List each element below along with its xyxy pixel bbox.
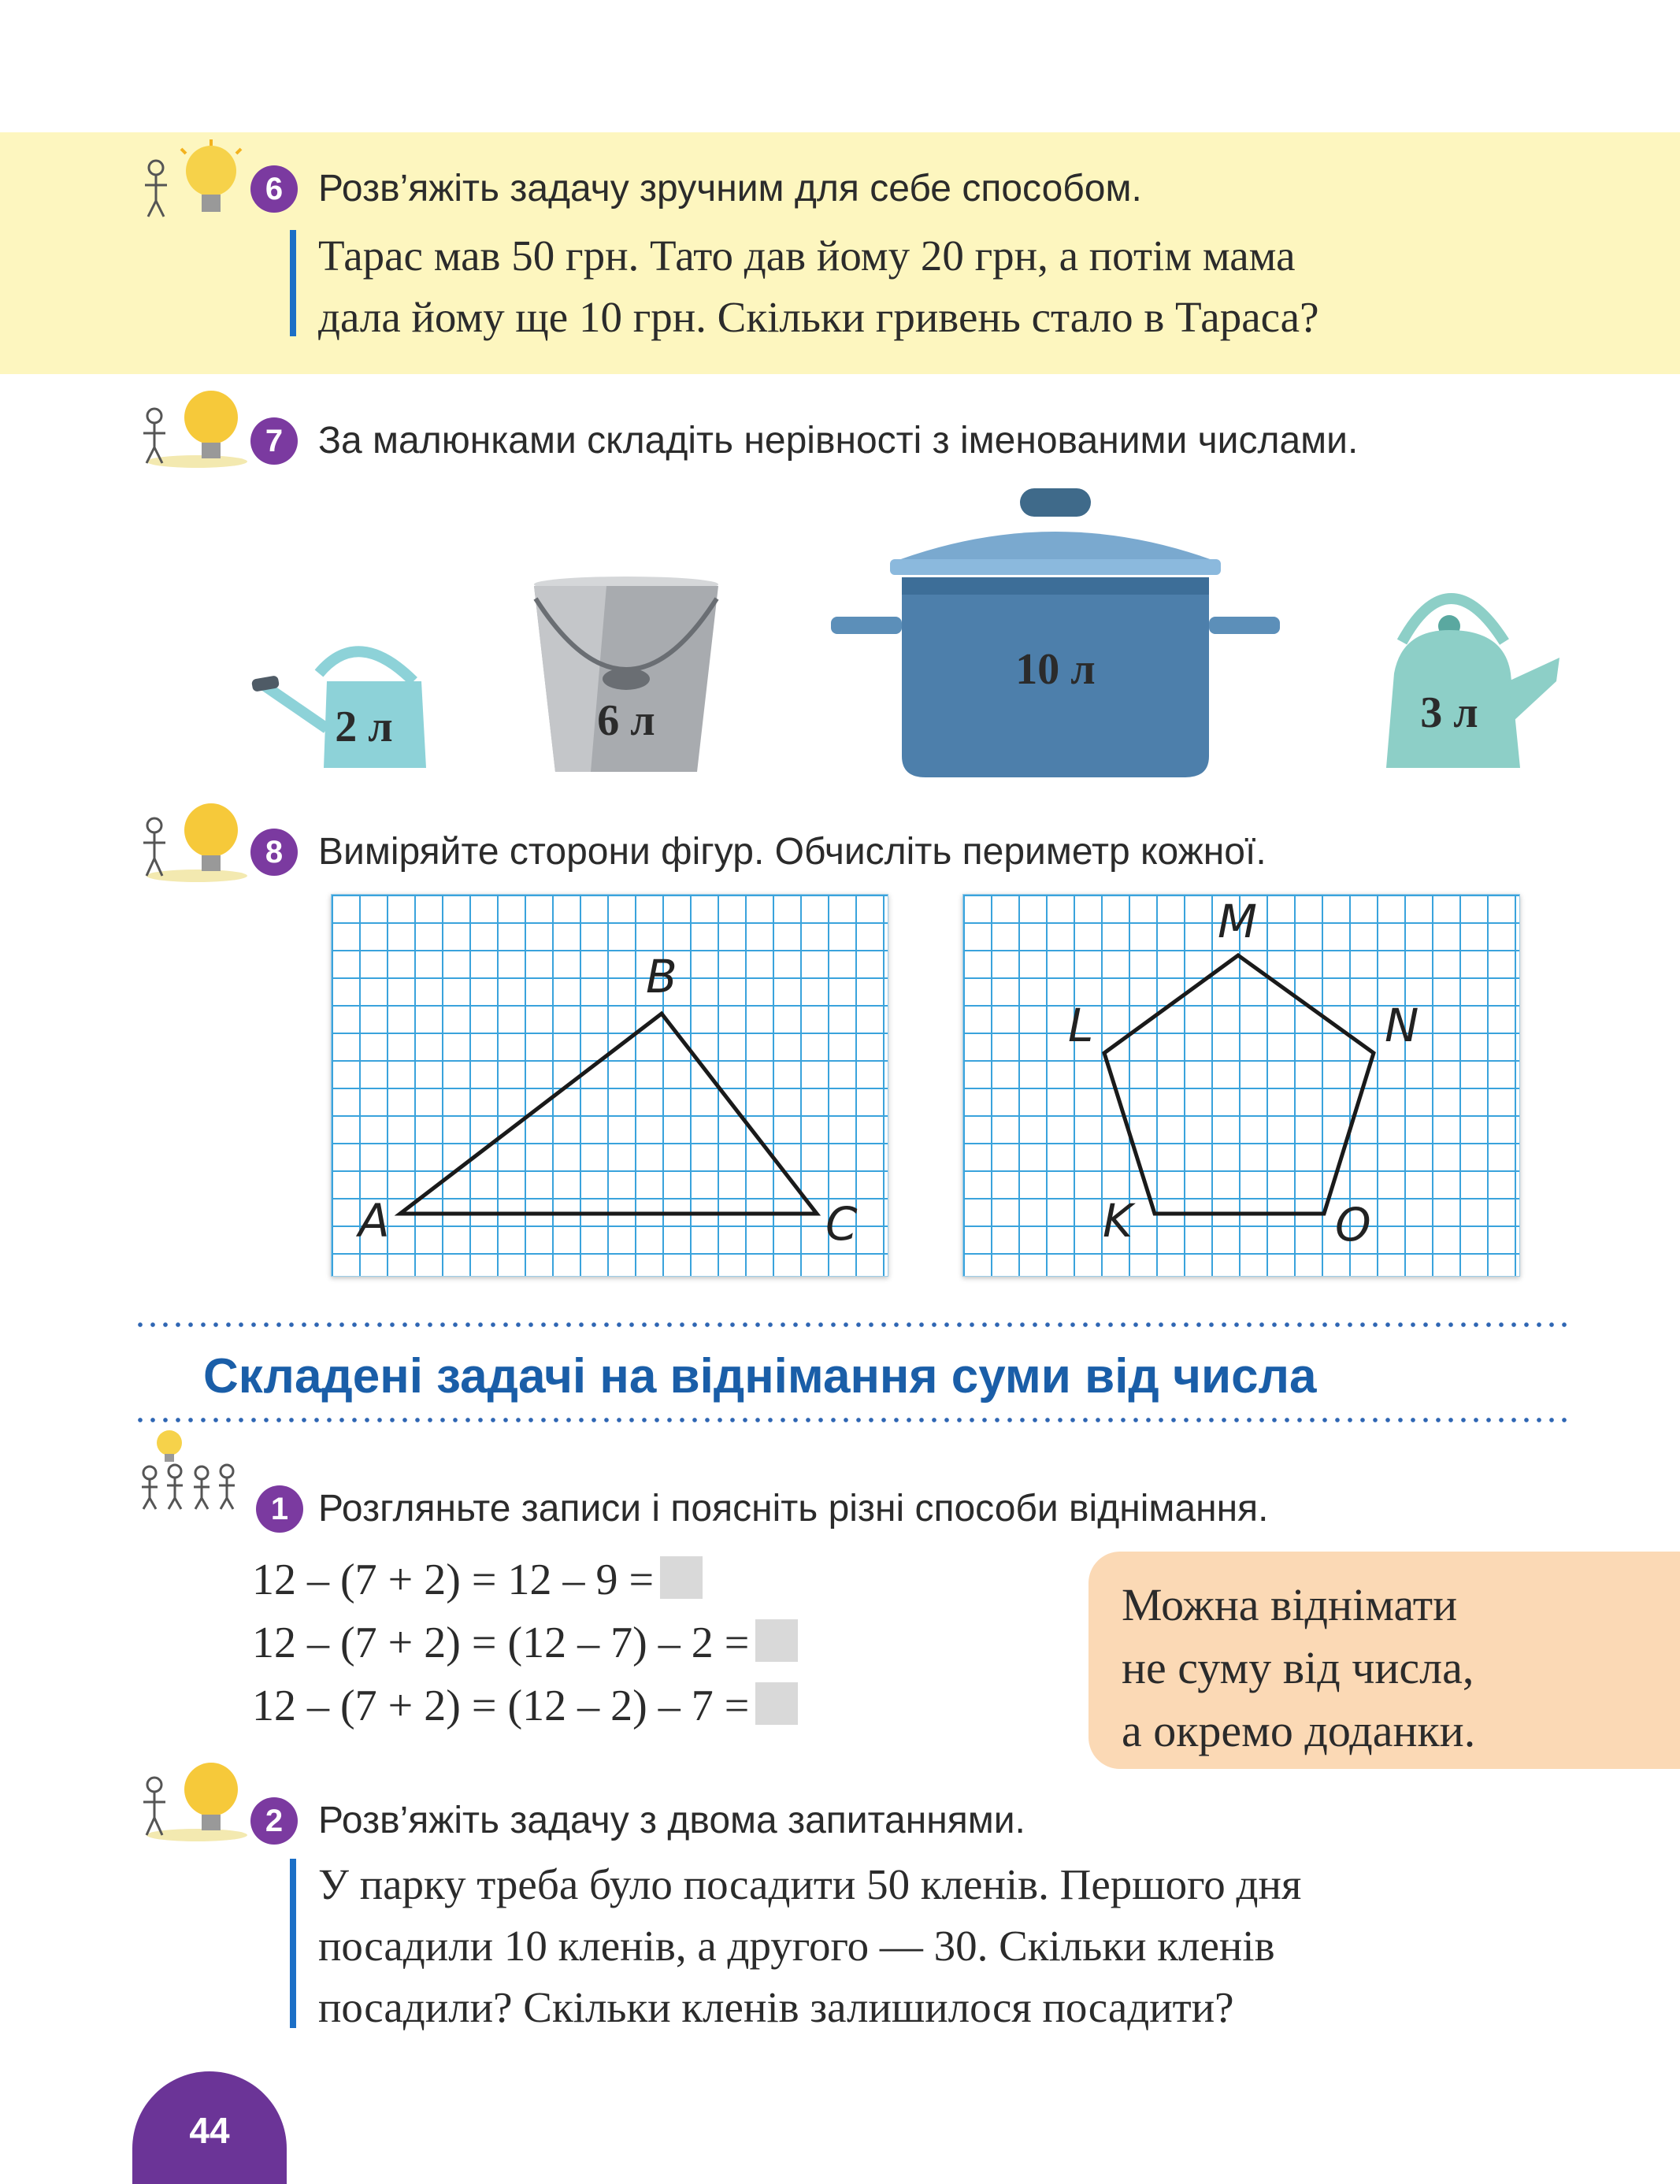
task6-line-1: Тарас мав 50 грн. Тато дав йому 20 грн, а потім мама [318, 232, 1296, 280]
task2-badge: 2 [250, 1797, 298, 1845]
task8-badge: 8 [250, 829, 298, 876]
answer-box[interactable] [755, 1619, 798, 1662]
rule-note-text [1122, 1574, 1475, 1763]
rule-note-line-3: а окремо доданки. [1122, 1705, 1476, 1756]
vertex-o-label: O [1335, 1198, 1371, 1251]
task6-badge: 6 [250, 165, 298, 213]
task2-bar [290, 1859, 296, 2028]
vertex-a-label: A [358, 1194, 390, 1248]
watering-can-label: 2 л [335, 703, 393, 751]
pentagon-figure [962, 894, 1519, 1275]
task1-badge: 1 [256, 1485, 303, 1533]
answer-box[interactable] [755, 1682, 798, 1725]
pot-label: 10 л [1015, 645, 1096, 694]
task7-badge: 7 [250, 417, 298, 465]
task2-line-2: посадили 10 кленів, а другого — 30. Скільки кленів [318, 1922, 1275, 1970]
answer-box[interactable] [660, 1556, 703, 1599]
vertex-k-label: K [1103, 1194, 1133, 1248]
kettle-image [1370, 563, 1563, 780]
lightbulb-icon [134, 138, 252, 224]
rule-note-line-1: Можна віднімати [1122, 1579, 1458, 1630]
task8-instruction: Виміряйте сторони фігур. Обчисліть периметр кожної. [318, 831, 1266, 873]
task2-line-1: У парку треба було посадити 50 кленів. Першого дня [318, 1860, 1302, 1908]
kettle-label: 3 л [1420, 688, 1478, 737]
bucket-label: 6 л [597, 696, 655, 745]
task2-instruction: Розв’яжіть задачу з двома запитаннями. [318, 1800, 1025, 1841]
bucket-image [528, 575, 725, 780]
task1-instruction: Розгляньте записи і поясніть різні способи віднімання. [318, 1488, 1269, 1530]
task2-line-3: посадили? Скільки кленів залишилося посадити? [318, 1983, 1234, 2031]
vertex-l-label: L [1068, 999, 1094, 1052]
lightbulb-icon [134, 1756, 252, 1843]
task6-line-2: дала йому ще 10 грн. Скільки гривень стало в Тараса? [318, 293, 1319, 341]
task2-problem [318, 1854, 1301, 2038]
vertex-b-label: B [646, 950, 677, 1003]
task6-bar [290, 230, 296, 336]
task6-instruction: Розв’яжіть задачу зручним для себе способом. [318, 168, 1142, 210]
lightbulb-icon [134, 384, 252, 471]
dotted-divider-top [134, 1322, 1567, 1327]
kids-lightbulb-icon [134, 1426, 252, 1512]
lightbulb-icon [134, 797, 252, 884]
vertex-c-label: C [825, 1197, 858, 1251]
rule-note-line-2: не суму від числа, [1122, 1642, 1474, 1693]
equation-2: 12 – (7 + 2) = (12 – 7) – 2 = [252, 1611, 798, 1674]
page-number: 44 [189, 2110, 230, 2151]
vertex-m-label: M [1218, 895, 1258, 948]
equation-1: 12 – (7 + 2) = 12 – 9 = [252, 1548, 703, 1611]
pot-image [827, 484, 1284, 784]
section-heading: Складені задачі на віднімання суми від числа [203, 1349, 1317, 1403]
task7-instruction: За малюнками складіть нерівності з іменованими числами. [318, 420, 1359, 462]
triangle-figure [331, 894, 887, 1275]
page-number-tab [132, 2071, 287, 2184]
equation-3: 12 – (7 + 2) = (12 – 2) – 7 = [252, 1674, 798, 1737]
vertex-n-label: N [1385, 999, 1419, 1052]
task6-problem [318, 225, 1319, 348]
dotted-divider-bottom [134, 1418, 1567, 1422]
